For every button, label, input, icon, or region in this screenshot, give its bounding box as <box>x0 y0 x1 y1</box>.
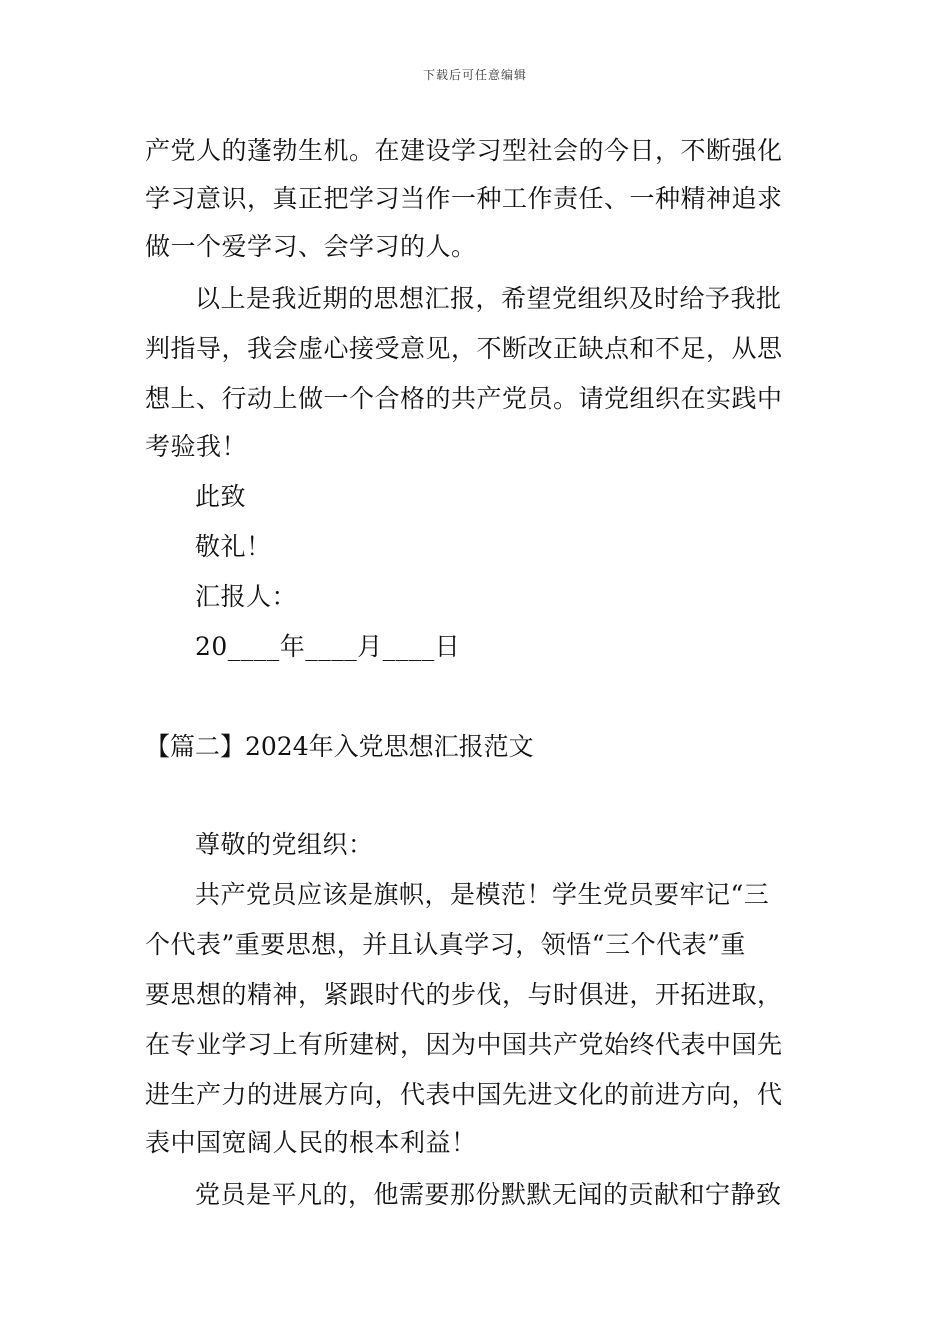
salute-text: 敬礼！ <box>195 532 272 561</box>
text-line: 表中国宽阔人民的根本利益！ <box>145 1128 477 1157</box>
text-line: 产党人的蓬勃生机。在建设学习型社会的今日，不断强化 <box>145 136 783 165</box>
text-line: 个代表”重要思想，并且认真学习，领悟“三个代表”重 <box>145 930 746 959</box>
text-line: 以上是我近期的思想汇报，希望党组织及时给予我批 <box>195 284 782 313</box>
text-line: 共产党员应该是旗帜，是模范！学生党员要牢记“三 <box>195 880 770 909</box>
text-line: 党员是平凡的，他需要那份默默无闻的贡献和宁静致 <box>195 1180 782 1209</box>
date-line: 20____年____月____日 <box>195 632 461 661</box>
text-line: 在专业学习上有所建树，因为中国共产党始终代表中国先 <box>145 1030 783 1059</box>
text-line: 考验我！ <box>145 432 248 461</box>
text-line: 判指导，我会虚心接受意见，不断改正缺点和不足，从思 <box>145 334 783 363</box>
text-line: 做一个爱学习、会学习的人。 <box>145 232 477 261</box>
closing-text: 此致 <box>195 482 247 511</box>
reporter-label: 汇报人： <box>195 582 298 611</box>
text-line: 想上、行动上做一个合格的共产党员。请党组织在实践中 <box>145 384 783 413</box>
text-line: 进生产力的进展方向，代表中国先进文化的前进方向，代 <box>145 1080 783 1109</box>
text-line: 学习意识，真正把学习当作一种工作责任、一种精神追求 <box>145 184 783 213</box>
text-line: 要思想的精神，紧跟时代的步伐，与时俱进，开拓进取， <box>145 980 783 1009</box>
section-title: 【篇二】2024年入党思想汇报范文 <box>145 732 534 761</box>
greeting-text: 尊敬的党组织： <box>195 830 374 859</box>
page-header: 下载后可任意编辑 <box>422 68 527 82</box>
